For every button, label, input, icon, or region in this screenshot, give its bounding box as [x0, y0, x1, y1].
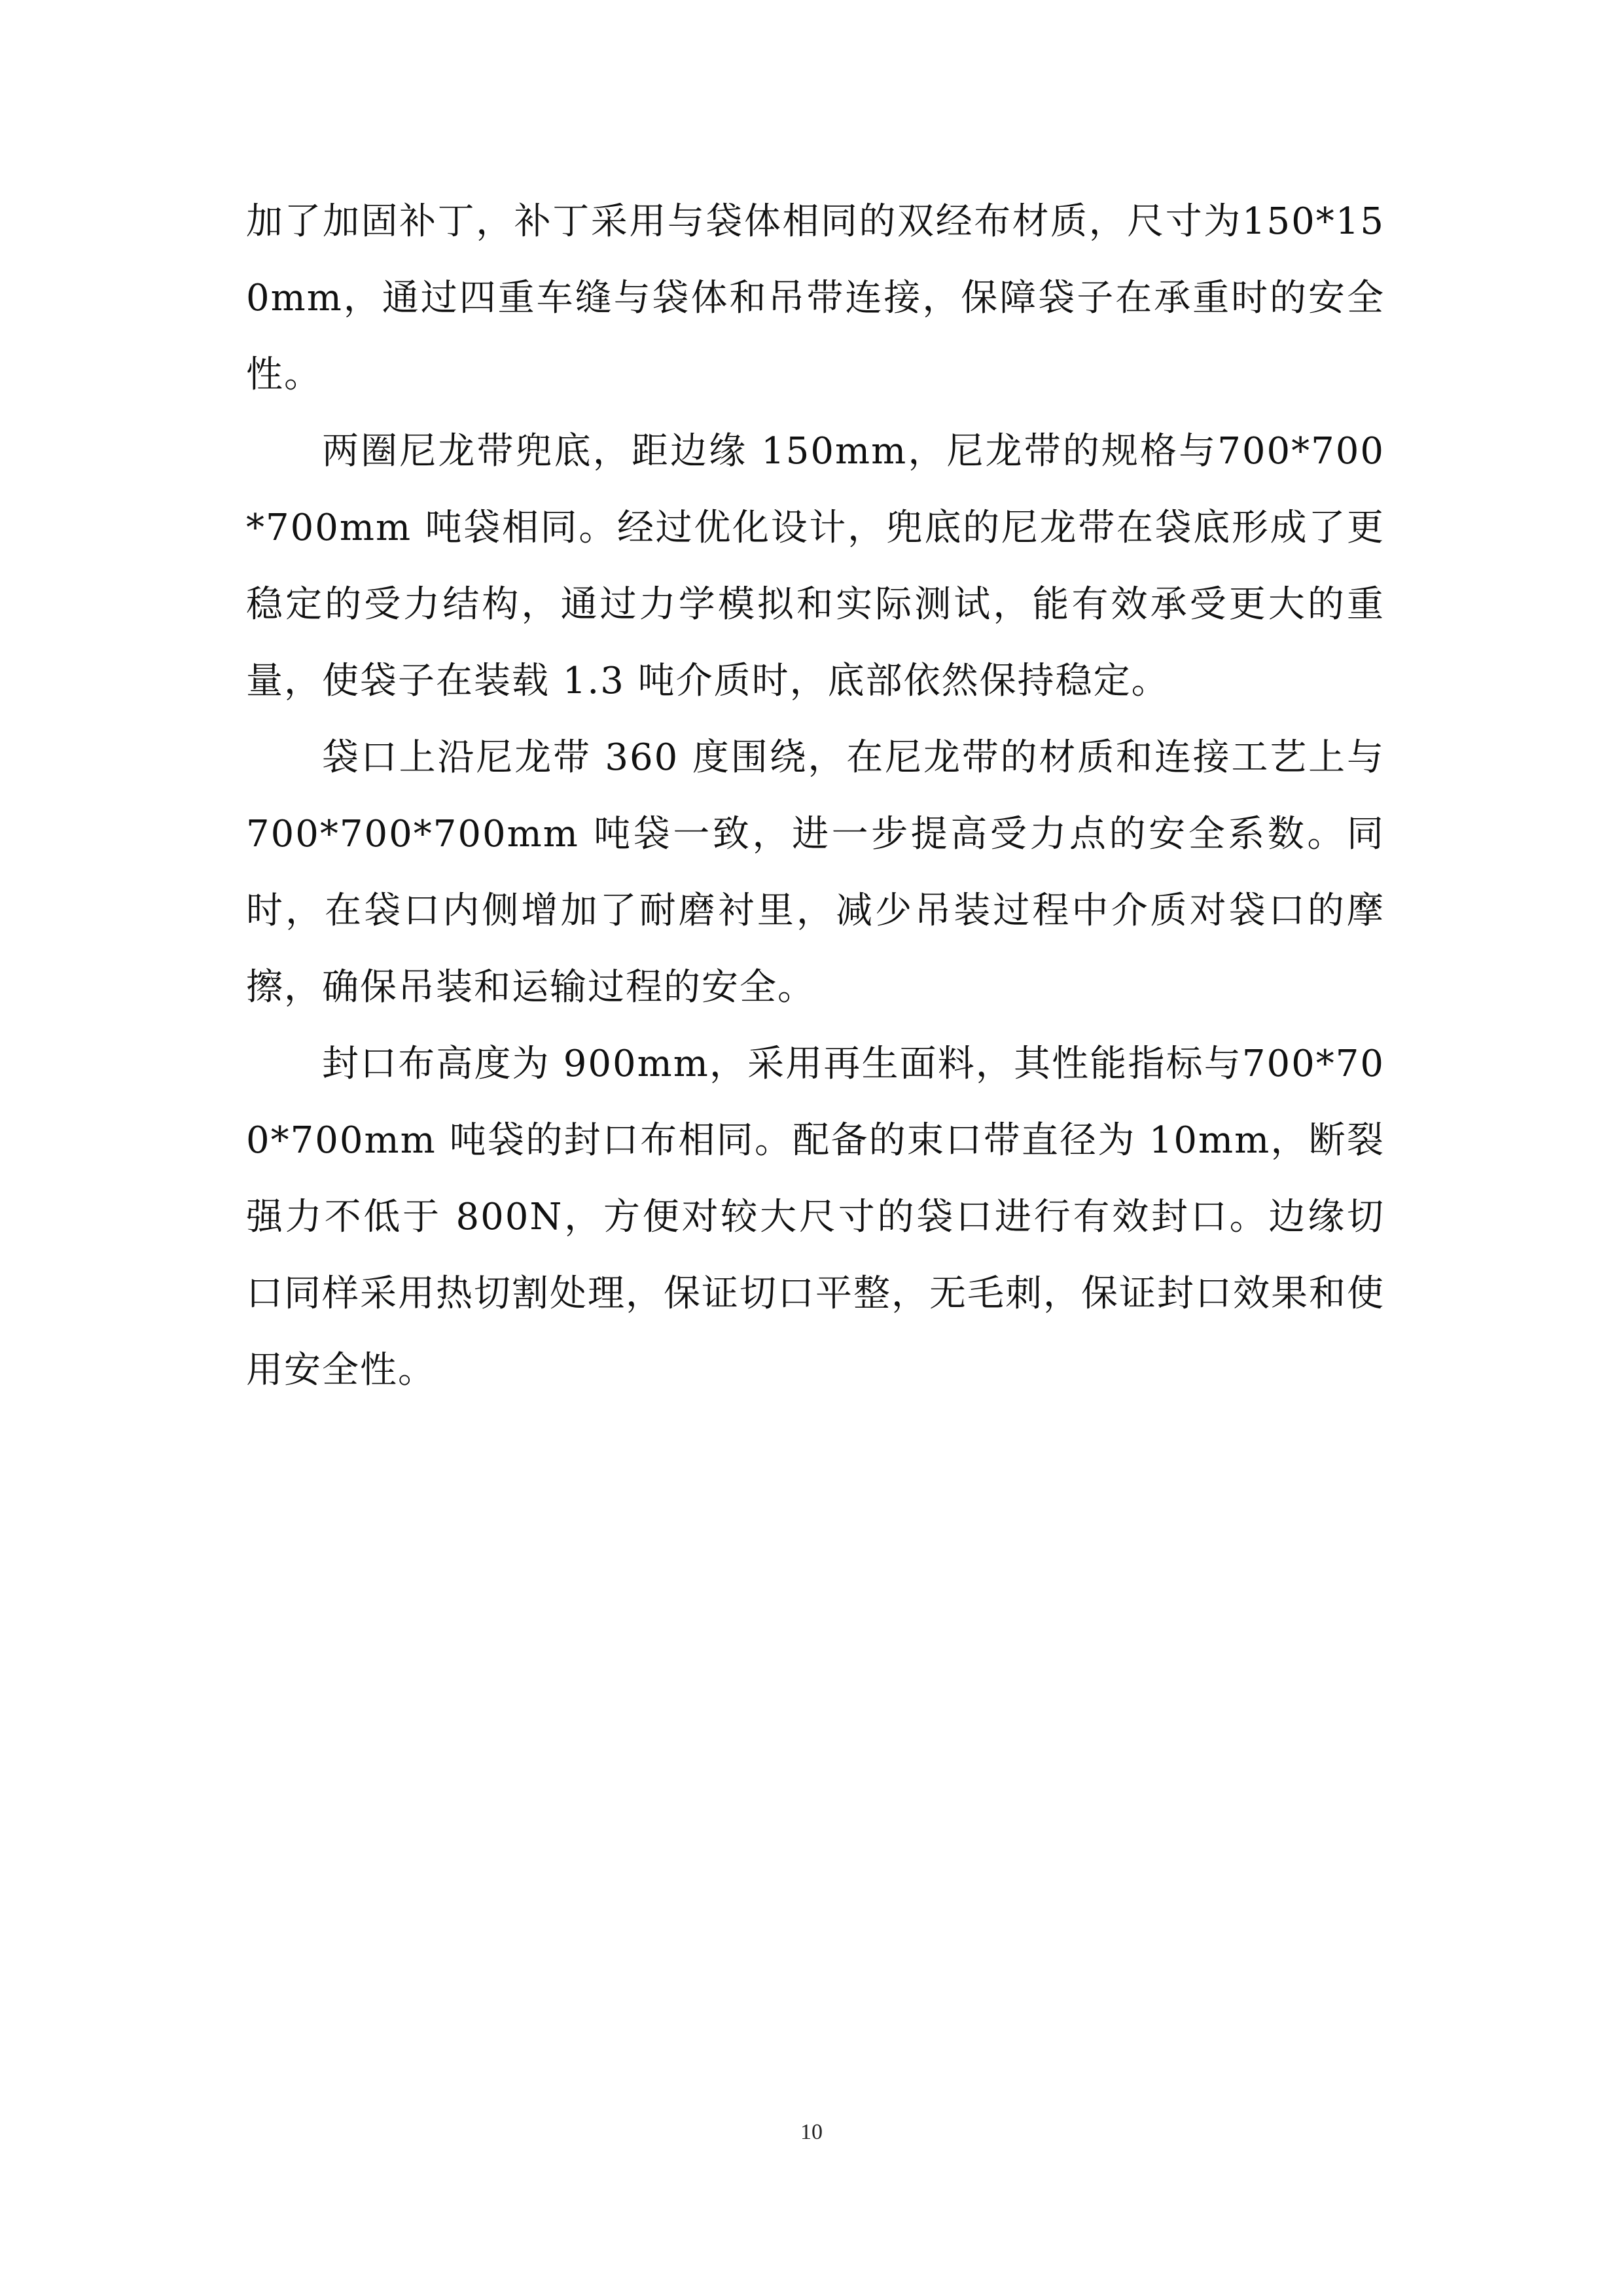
paragraph-reinforcement-patch: 加了加固补丁，补丁采用与袋体相同的双经布材质，尺寸为150*150mm，通过四重车缝与袋体和吊带连接，保障袋子在承重时的安全性。 — [246, 200, 1385, 396]
paragraph-opening-rim-belt: 袋口上沿尼龙带 360 度围绕，在尼龙带的材质和连接工艺上与700*700*700mm 吨袋一致，进一步提高受力点的安全系数。同时，在袋口内侧增加了耐磨衬里，减少吊装过程中介质对袋口的摩擦，确保吊装和运输过程的安全。 — [246, 736, 1385, 1009]
paragraph-closure-cloth: 封口布高度为 900mm，采用再生面料，其性能指标与700*700*700mm 吨袋的封口布相同。配备的束口带直径为 10mm，断裂强力不低于 800N，方便对较大尺寸的袋口进行有效封口。边缘切口同样采用热切割处理，保证切口平整，无毛刺，保证封口效果和使用安全性。 — [246, 1043, 1385, 1391]
body-text — [246, 183, 1385, 1408]
paragraph-bottom-nylon-belts: 两圈尼龙带兜底，距边缘 150mm，尼龙带的规格与700*700*700mm 吨袋相同。经过优化设计，兜底的尼龙带在袋底形成了更稳定的受力结构，通过力学模拟和实际测试，能有效承受更大的重量，使袋子在装载 1.3 吨介质时，底部依然保持稳定。 — [246, 430, 1385, 702]
page-number: 10 — [800, 2120, 823, 2144]
